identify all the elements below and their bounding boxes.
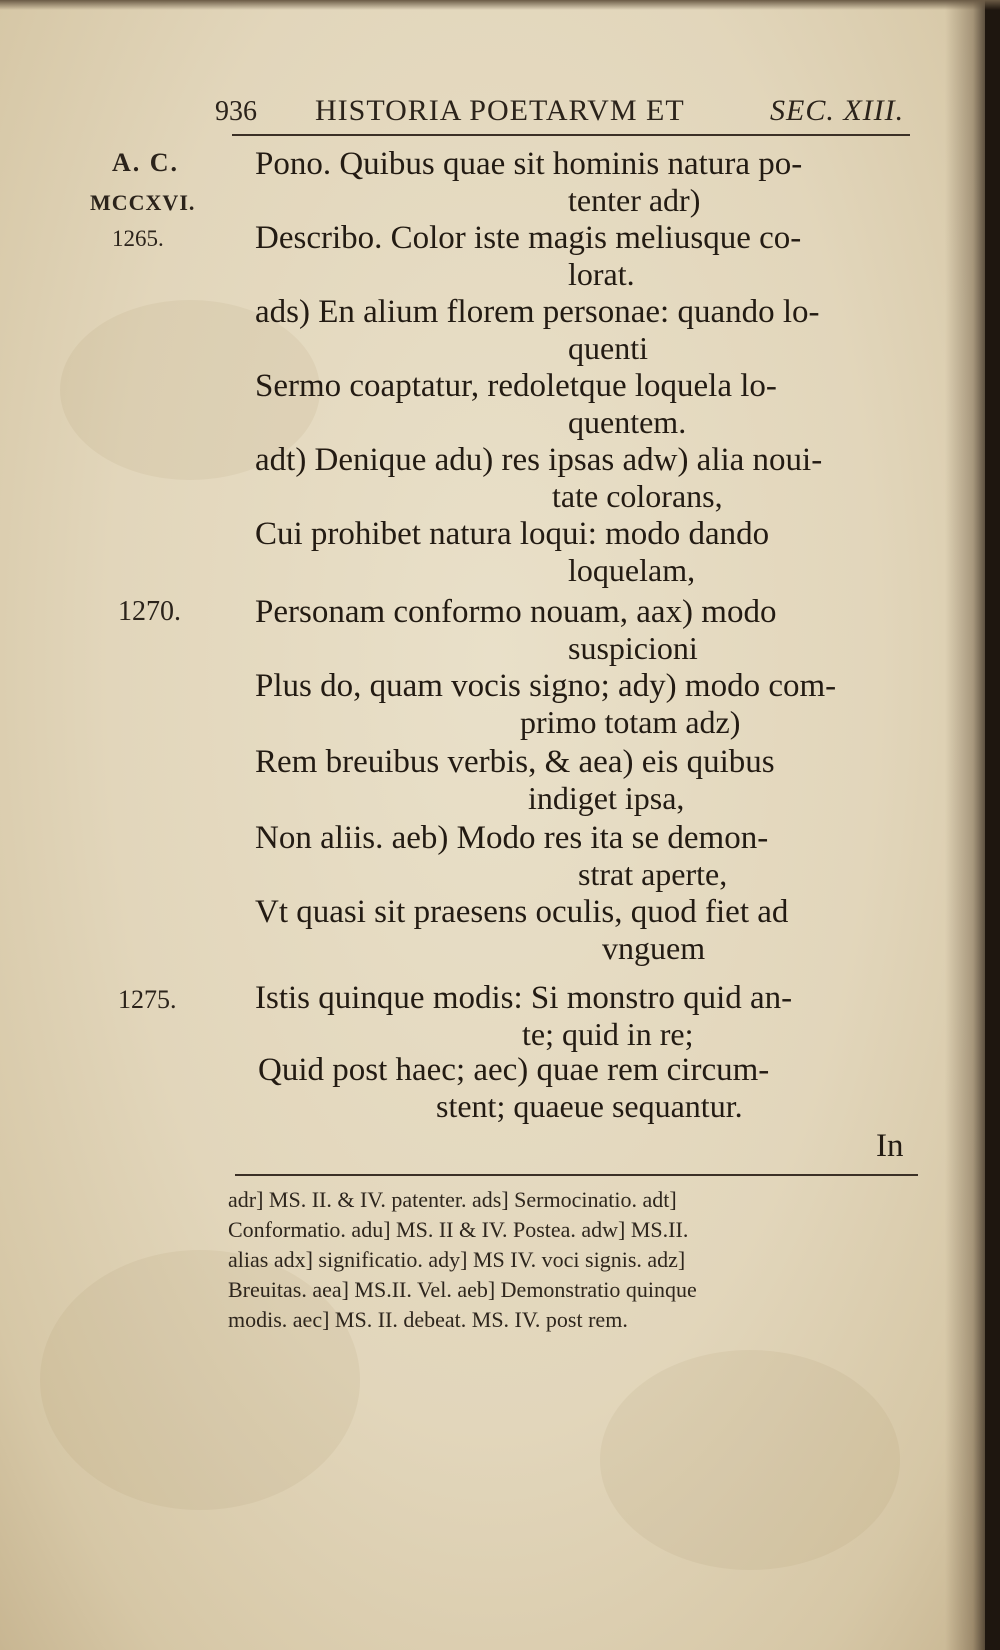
verse-line-continuation: tate colorans, xyxy=(552,478,723,514)
verse-line-continuation: tenter adr) xyxy=(568,182,701,218)
catchword: In xyxy=(876,1128,904,1164)
verse-line: Rem breuibus verbis, & aea) eis quibus xyxy=(255,744,775,780)
paper-stain xyxy=(600,1350,900,1570)
verse-line-continuation: lorat. xyxy=(568,256,635,292)
verse-line-continuation: strat aperte, xyxy=(578,856,728,892)
verse-line: Describo. Color iste magis meliusque co- xyxy=(255,220,802,256)
margin-line-number-1275: 1275. xyxy=(118,985,177,1014)
verse-line: Istis quinque modis: Si monstro quid an- xyxy=(255,980,793,1016)
section-label: SEC. XIII. xyxy=(770,94,905,127)
footnote-line: Breuitas. aea] MS.II. Vel. aeb] Demonstratio quinque xyxy=(228,1277,697,1302)
verse-line-continuation: quenti xyxy=(568,330,648,366)
verse-line: Personam conformo nouam, aax) modo xyxy=(255,594,777,630)
verse-line: Vt quasi sit praesens oculis, quod fiet ad xyxy=(255,894,789,930)
page-top-edge xyxy=(0,0,1000,10)
footnote-line: adr] MS. II. & IV. patenter. ads] Sermocinatio. adt] xyxy=(228,1187,677,1212)
verse-line-continuation: primo totam adz) xyxy=(520,704,741,740)
margin-line-number-1265: 1265. xyxy=(112,226,164,251)
verse-line: Pono. Quibus quae sit hominis natura po- xyxy=(255,146,803,182)
verse-line-continuation: indiget ipsa, xyxy=(528,780,685,816)
verse-line: ads) En alium florem personae: quando lo- xyxy=(255,294,820,330)
footnote-line: Conformatio. adu] MS. II & IV. Postea. adw] MS.II. xyxy=(228,1217,689,1242)
verse-line: Cui prohibet natura loqui: modo dando xyxy=(255,516,770,552)
verse-line-continuation: quentem. xyxy=(568,404,687,440)
verse-line: Quid post haec; aec) quae rem circum- xyxy=(258,1052,770,1088)
margin-anno-christi: A. C. xyxy=(112,148,180,177)
footnote-rule xyxy=(235,1174,918,1176)
verse-line: Non aliis. aeb) Modo res ita se demon- xyxy=(255,820,769,856)
book-binding-edge xyxy=(985,0,1000,1650)
verse-line-continuation: suspicioni xyxy=(568,630,698,666)
verse-line-continuation: stent; quaeue sequantur. xyxy=(436,1088,743,1124)
margin-year-roman: MCCXVI. xyxy=(90,190,196,215)
verse-line-continuation: te; quid in re; xyxy=(522,1016,694,1052)
verse-line-continuation: loquelam, xyxy=(568,552,696,588)
running-title: HISTORIA POETARVM ET xyxy=(315,94,685,127)
verse-line: adt) Denique adu) res ipsas adw) alia noui- xyxy=(255,442,823,478)
header-rule xyxy=(232,134,910,136)
page-number: 936 xyxy=(215,96,257,127)
verse-line: Sermo coaptatur, redoletque loquela lo- xyxy=(255,368,777,404)
page-header xyxy=(215,88,915,134)
verse-line-continuation: vnguem xyxy=(602,930,706,966)
verse-line: Plus do, quam vocis signo; ady) modo com- xyxy=(255,668,837,704)
footnote-line: alias adx] significatio. ady] MS IV. voci signis. adz] xyxy=(228,1247,686,1272)
margin-line-number-1270: 1270. xyxy=(118,596,181,627)
page-edge-shadow xyxy=(945,0,985,1650)
footnote-line: modis. aec] MS. II. debeat. MS. IV. post rem. xyxy=(228,1307,628,1332)
